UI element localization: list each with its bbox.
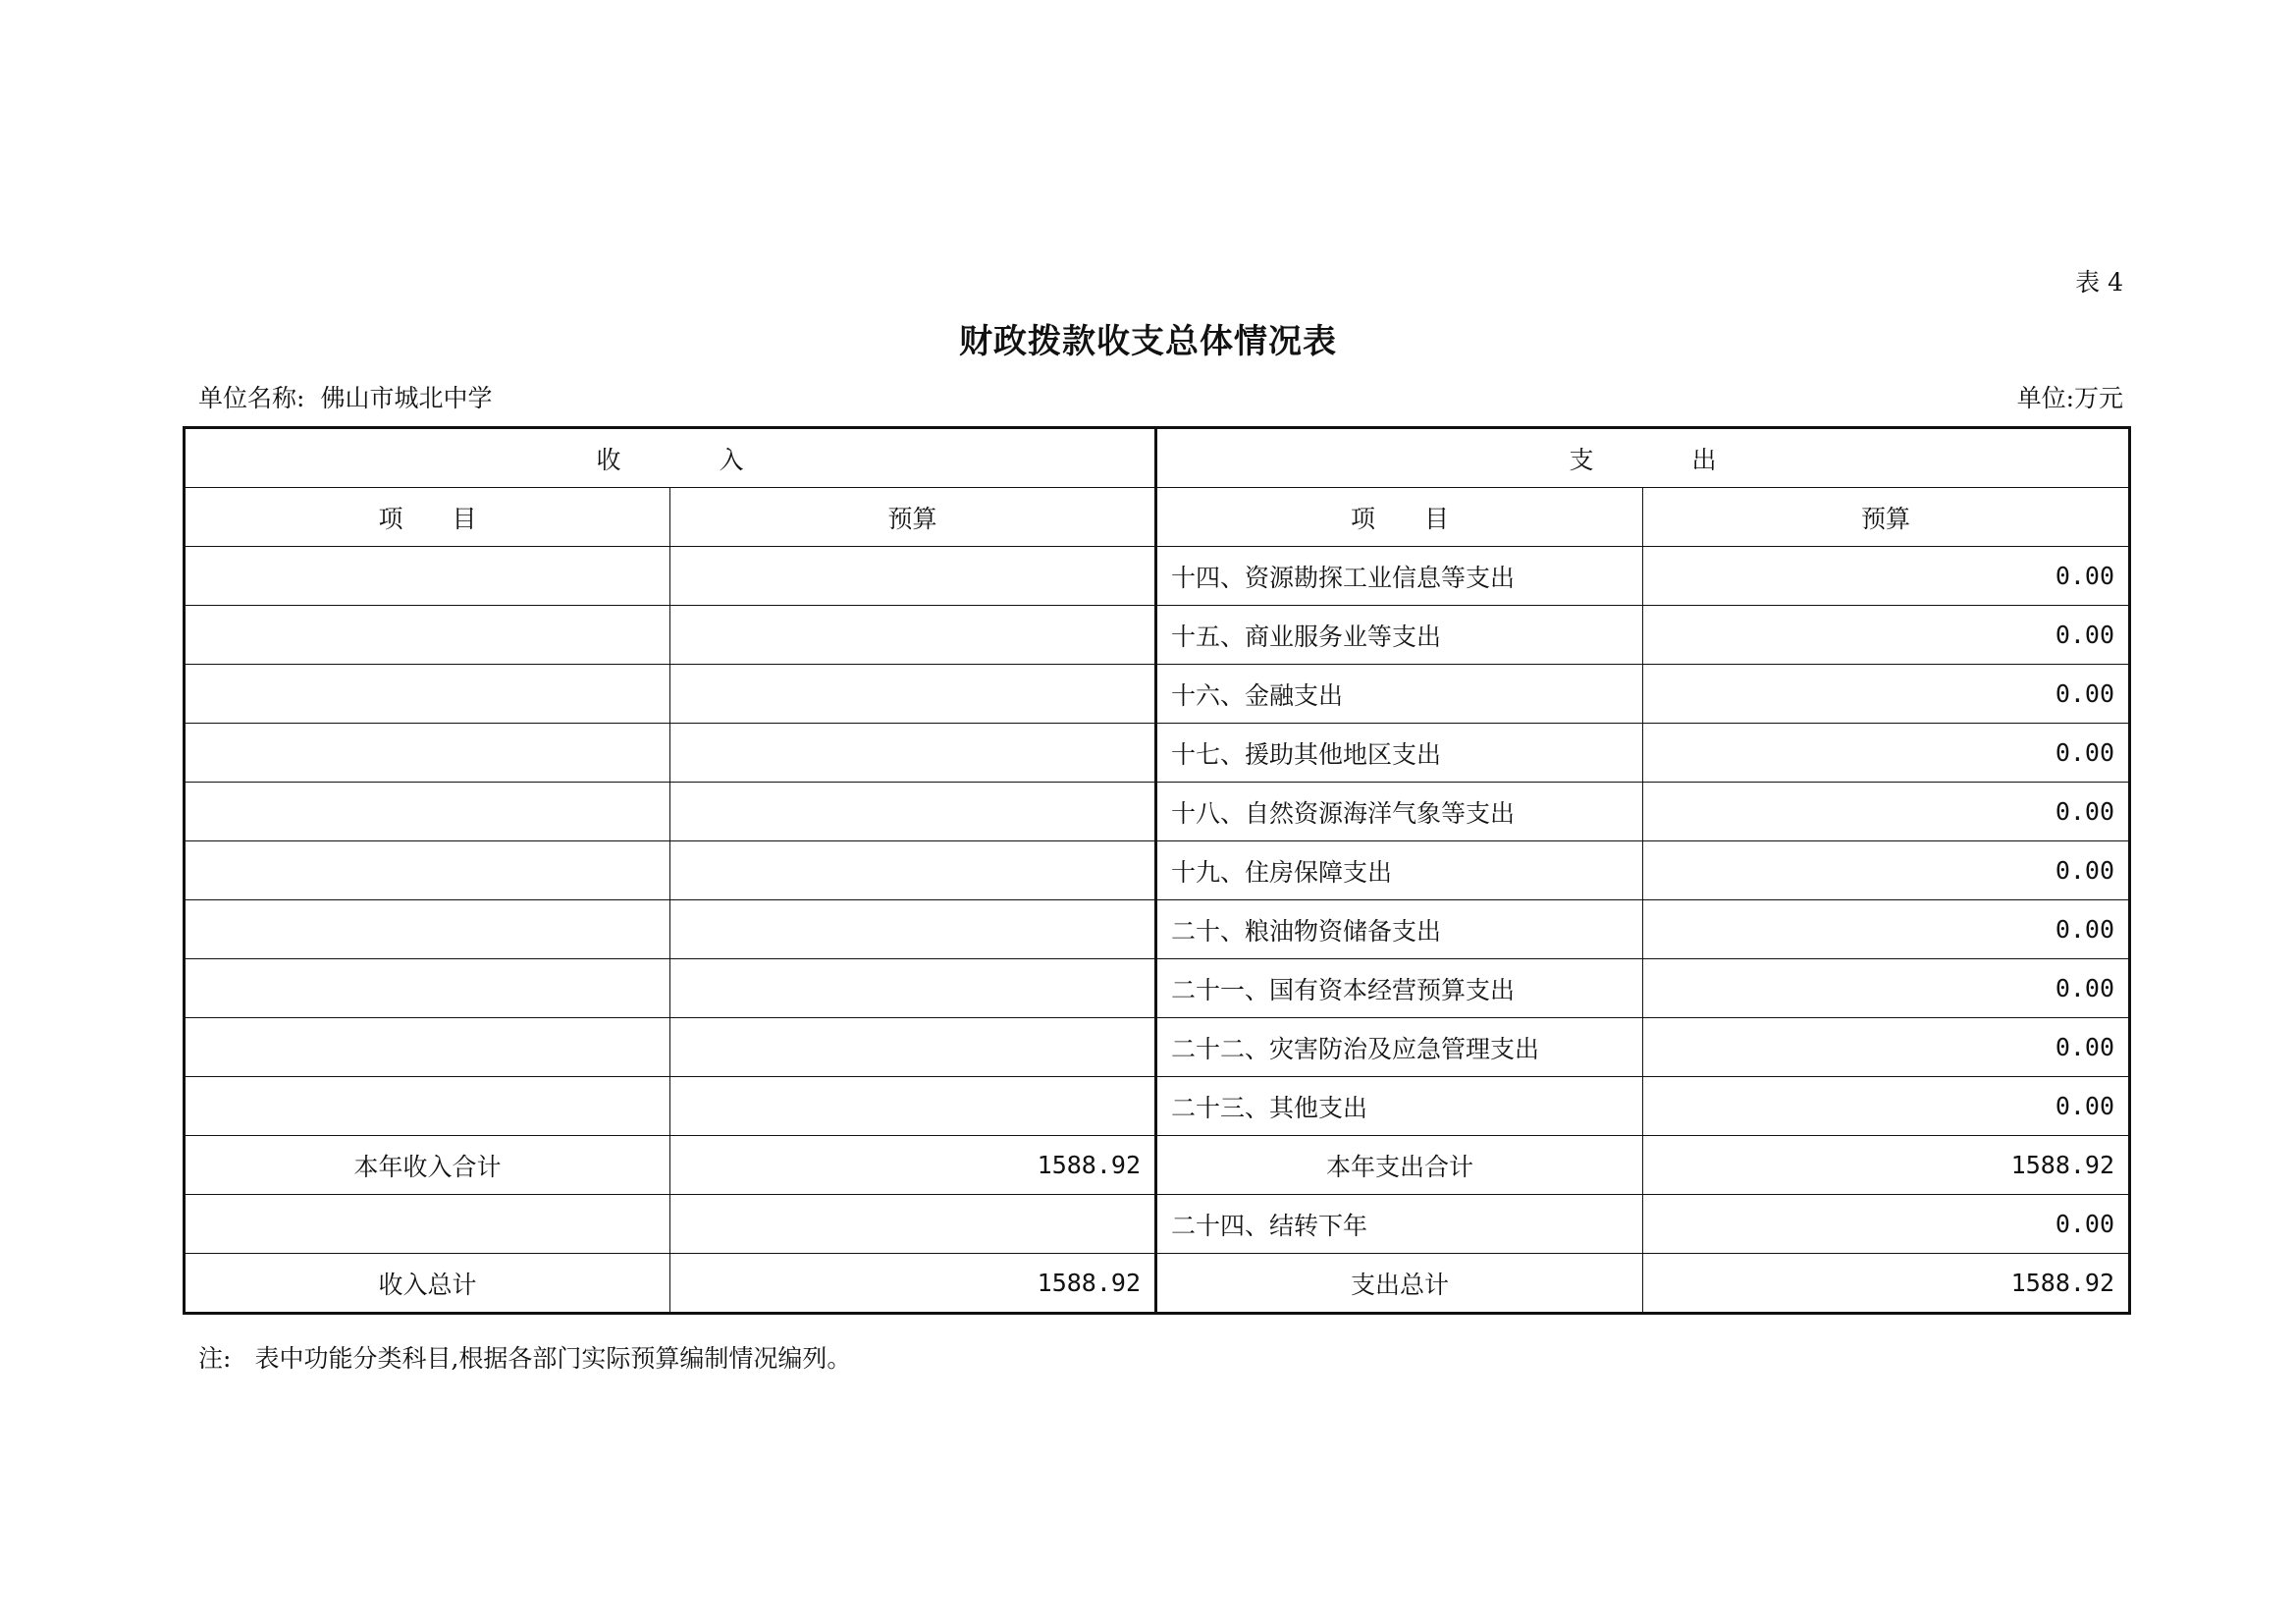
income-item-cell	[185, 783, 670, 841]
expense-item-cell: 十四、资源勘探工业信息等支出	[1156, 547, 1643, 606]
income-item-cell	[185, 665, 670, 724]
expense-budget-cell: 0.00	[1643, 959, 2130, 1018]
expense-budget-cell: 0.00	[1643, 783, 2130, 841]
expense-budget-cell: 0.00	[1643, 1018, 2130, 1077]
income-subtotal-value: 1588.92	[670, 1136, 1156, 1195]
table-number: 表 4	[2075, 268, 2123, 297]
budget-table	[183, 426, 2131, 1315]
income-item-cell	[185, 959, 670, 1018]
unit-name-line	[198, 379, 492, 414]
income-item-cell	[185, 606, 670, 665]
income-budget-cell	[670, 1195, 1156, 1254]
income-budget-cell	[670, 841, 1156, 900]
expense-budget-cell: 0.00	[1643, 841, 2130, 900]
unit-name-value: 佛山市城北中学	[320, 384, 493, 412]
expense-item-cell: 十九、住房保障支出	[1156, 841, 1643, 900]
subtotal-row	[185, 1136, 2130, 1195]
expense-budget-cell: 0.00	[1643, 665, 2130, 724]
footnote-text: 表中功能分类科目,根据各部门实际预算编制情况编列。	[254, 1344, 852, 1373]
income-budget-header: 预算	[670, 488, 1156, 547]
income-budget-cell	[670, 783, 1156, 841]
table-row	[185, 606, 2130, 665]
expense-subtotal-label: 本年支出合计	[1156, 1136, 1643, 1195]
carryover-label: 二十四、结转下年	[1156, 1195, 1643, 1254]
income-budget-cell	[670, 1018, 1156, 1077]
expense-item-cell: 十五、商业服务业等支出	[1156, 606, 1643, 665]
income-total-value: 1588.92	[670, 1254, 1156, 1314]
expense-item-cell: 二十一、国有资本经营预算支出	[1156, 959, 1643, 1018]
expense-item-cell: 十七、援助其他地区支出	[1156, 724, 1643, 783]
expense-item-header: 项 目	[1156, 488, 1643, 547]
expense-item-cell: 二十、粮油物资储备支出	[1156, 900, 1643, 959]
income-budget-cell	[670, 606, 1156, 665]
income-item-header: 项 目	[185, 488, 670, 547]
table-row	[185, 900, 2130, 959]
expense-header: 支 出	[1156, 428, 2130, 488]
expense-item-cell: 十八、自然资源海洋气象等支出	[1156, 783, 1643, 841]
carryover-value: 0.00	[1643, 1195, 2130, 1254]
expense-budget-cell: 0.00	[1643, 1077, 2130, 1136]
income-item-cell	[185, 724, 670, 783]
income-budget-cell	[670, 547, 1156, 606]
expense-item-cell: 二十二、灾害防治及应急管理支出	[1156, 1018, 1643, 1077]
table-row	[185, 783, 2130, 841]
carryover-row	[185, 1195, 2130, 1254]
total-row	[185, 1254, 2130, 1314]
table-row	[185, 665, 2130, 724]
expense-budget-header: 预算	[1643, 488, 2130, 547]
income-header: 收 入	[185, 428, 1156, 488]
table-row	[185, 841, 2130, 900]
expense-subtotal-value: 1588.92	[1643, 1136, 2130, 1195]
income-budget-cell	[670, 724, 1156, 783]
column-header-row	[185, 488, 2130, 547]
income-item-cell	[185, 1195, 670, 1254]
expense-item-cell: 二十三、其他支出	[1156, 1077, 1643, 1136]
income-item-cell	[185, 900, 670, 959]
expense-budget-cell: 0.00	[1643, 547, 2130, 606]
table-row	[185, 1018, 2130, 1077]
expense-item-cell: 十六、金融支出	[1156, 665, 1643, 724]
expense-budget-cell: 0.00	[1643, 606, 2130, 665]
income-budget-cell	[670, 665, 1156, 724]
footnote-label: 注:	[198, 1344, 232, 1373]
table-row	[185, 724, 2130, 783]
income-item-cell	[185, 547, 670, 606]
table-row	[185, 959, 2130, 1018]
currency-unit: 单位:万元	[2016, 384, 2123, 412]
table-row	[185, 1077, 2130, 1136]
unit-name-label: 单位名称:	[198, 384, 305, 412]
page-title: 财政拨款收支总体情况表	[959, 322, 1337, 361]
expense-total-label: 支出总计	[1156, 1254, 1643, 1314]
income-item-cell	[185, 1077, 670, 1136]
income-item-cell	[185, 1018, 670, 1077]
section-header-row	[185, 428, 2130, 488]
table-row	[185, 547, 2130, 606]
income-budget-cell	[670, 900, 1156, 959]
income-total-label: 收入总计	[185, 1254, 670, 1314]
expense-budget-cell: 0.00	[1643, 900, 2130, 959]
expense-total-value: 1588.92	[1643, 1254, 2130, 1314]
income-budget-cell	[670, 959, 1156, 1018]
income-subtotal-label: 本年收入合计	[185, 1136, 670, 1195]
footnote	[198, 1339, 851, 1375]
income-budget-cell	[670, 1077, 1156, 1136]
expense-budget-cell: 0.00	[1643, 724, 2130, 783]
income-item-cell	[185, 841, 670, 900]
